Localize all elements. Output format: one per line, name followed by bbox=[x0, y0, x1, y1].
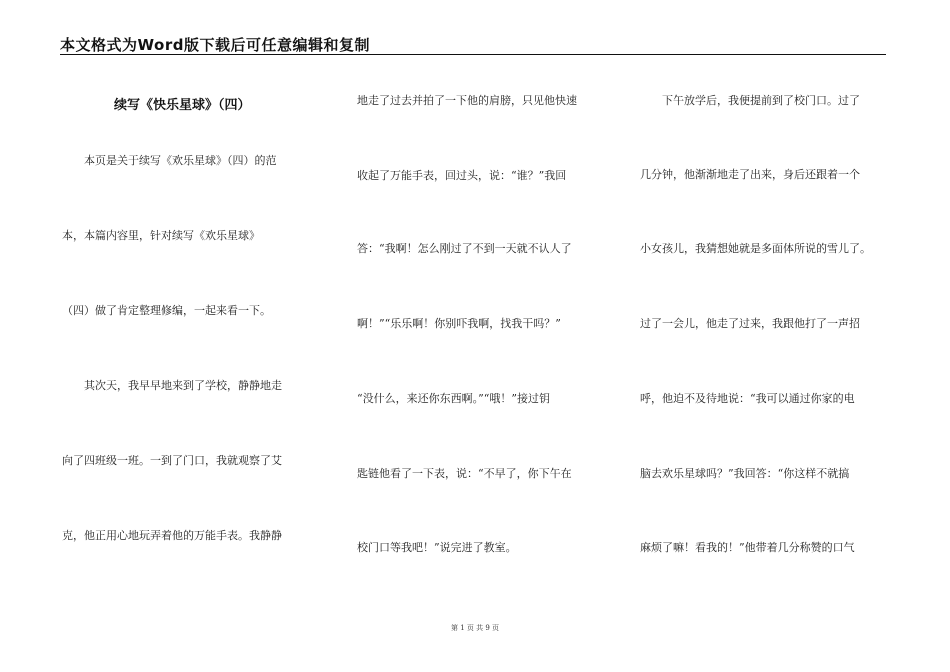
text-line: 麻烦了嘛！看我的！”他带着几分称赞的口气 bbox=[640, 541, 855, 554]
page-number: 第 1 页 共 9 页 bbox=[450, 624, 500, 632]
text-line: 小女孩儿，我猜想她就是多面体所说的雪儿了。 bbox=[640, 242, 871, 255]
text-line: 本，本篇内容里，针对续写《欢乐星球》 bbox=[62, 229, 260, 242]
document-header: 本文格式为Word版下载后可任意编辑和复制 bbox=[60, 36, 370, 54]
text-line: “没什么，来还你东西啊。”“哦！”接过钥 bbox=[357, 392, 550, 405]
text-line: 本页是关于续写《欢乐星球》（四）的范 bbox=[62, 154, 277, 167]
text-line: 脑去欢乐星球吗？”我回答：“你这样不就搞 bbox=[640, 467, 850, 480]
text-line: 校门口等我吧！”说完进了教室。 bbox=[357, 541, 517, 554]
text-line: 匙链他看了一下表，说：“不早了，你下午在 bbox=[357, 467, 572, 480]
text-line: 啊！”“乐乐啊！你别吓我啊，找我干吗？” bbox=[357, 317, 561, 330]
text-line: 向了四班级一班。一到了门口，我就观察了艾 bbox=[62, 454, 282, 467]
text-line: 过了一会儿，他走了过来，我跟他打了一声招 bbox=[640, 317, 860, 330]
text-line: 呼，他迫不及待地说：“我可以通过你家的电 bbox=[640, 392, 855, 405]
text-line: （四）做了肯定整理修编，一起来看一下。 bbox=[62, 304, 271, 317]
text-line: 下午放学后，我便提前到了校门口。过了 bbox=[640, 94, 860, 107]
text-line: 其次天，我早早地来到了学校，静静地走 bbox=[62, 379, 282, 392]
article-title: 续写《快乐星球》（四） bbox=[114, 98, 251, 113]
text-line: 克，他正用心地玩弄着他的万能手表。我静静 bbox=[62, 529, 282, 542]
text-line: 答：“我啊！怎么刚过了不到一天就不认人了 bbox=[357, 242, 572, 255]
text-line: 地走了过去并拍了一下他的肩膀，只见他快速 bbox=[357, 94, 577, 107]
text-line: 几分钟，他渐渐地走了出来，身后还跟着一个 bbox=[640, 168, 860, 181]
header-rule bbox=[60, 54, 886, 55]
text-line: 收起了万能手表，回过头，说：“谁？”我回 bbox=[357, 169, 567, 182]
